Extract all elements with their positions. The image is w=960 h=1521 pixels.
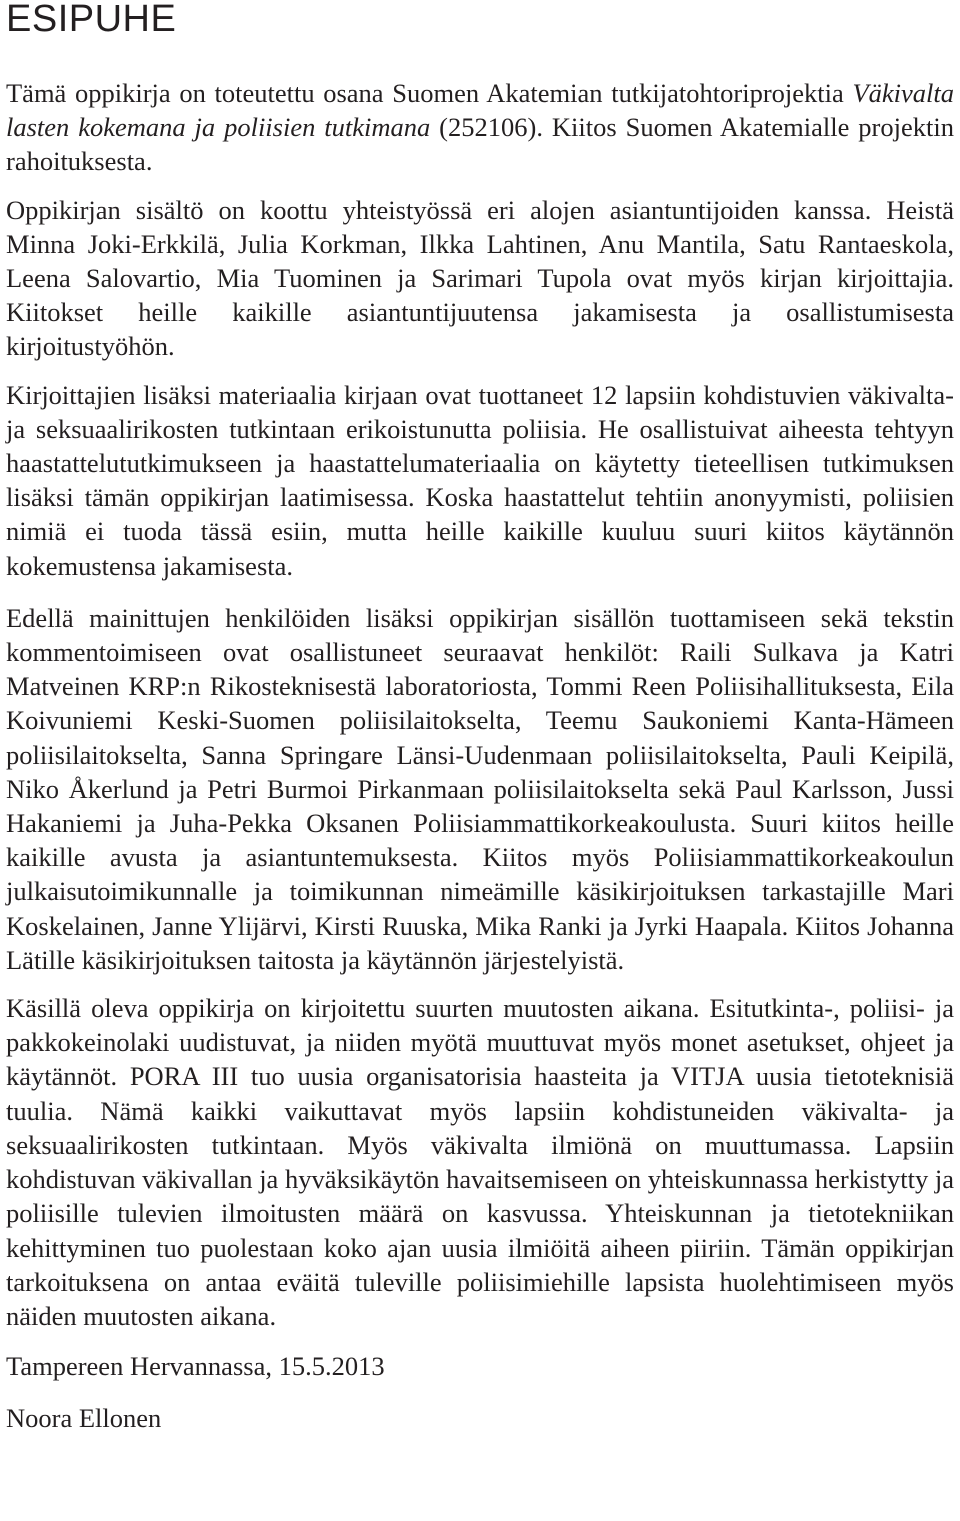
preface-page: [6, 0, 954, 1436]
paragraph-funding-start: Tämä oppikirja on toteutettu osana Suomen Akatemian tutkijatohtoriprojektia: [6, 78, 853, 108]
project-title: Väkivalta lasten kokemana ja poliisien tutkimana: [6, 78, 954, 143]
paragraph-context: Käsillä oleva oppikirja on kirjoitettu suurten muutosten aikana. Esitutkinta-, poliisi- ja pakkokeinolaki uudistuvat, ja niiden myötä muuttuvat myös monet asetukset, ohjeet ja käytännöt. PORA III tuo uusia organisatorisia haasteita ja VITJA uusia tietoteknisiä tuulia. Nämä kaikki vaikuttavat myös lapsiin kohdistuneiden väkivalta- ja seksuaalirikosten tutkintaan. Myös väkivalta ilmiönä on muuttumassa. Lapsiin kohdistuvan väkivallan ja hyväksikäytön havaitsemiseen on yhteiskunnassa herkistytty ja poliisille tulevien ilmoitusten määrä on kasvussa. Yhteiskunnan ja tietotekniikan kehittyminen tuo puolestaan koko ajan uusia ilmiöitä aiheen piiriin. Tämän oppikirjan tarkoituksena on antaa eväitä tuleville poliisimiehille lapsista huolehtimiseen myös näiden muutosten aikana.: [6, 993, 954, 1331]
paragraph-authors: Oppikirjan sisältö on koottu yhteistyössä eri alojen asiantuntijoiden kanssa. Heistä Minna Joki-Erkkilä, Julia Korkman, Ilkka Lahtinen, Anu Mantila, Satu Rantaeskola, Leena Salovartio, Mia Tuominen ja Sarimari Tupola ovat myös kirjan kirjoittajia. Kiitokset heille kaikille asiantuntijuutensa jakamisesta ja osallistumisesta kirjoitustyöhön.: [6, 194, 954, 362]
preface-body: [6, 76, 954, 1333]
page-title: ESIPUHE: [6, 0, 177, 40]
signature: Noora Ellonen: [6, 1403, 162, 1434]
paragraph-funding: [6, 76, 954, 179]
paragraph-acknowledgements: Edellä mainittujen henkilöiden lisäksi oppikirjan sisällön tuottamiseen sekä tekstin kommentoimiseen ovat osallistuneet seuraavat henkilöt: Raili Sulkava ja Katri Matveinen KRP:n Rikosteknisestä laboratoriosta, Tommi Reen Poliisihallituksesta, Eila Koivuniemi Keski-Suomen poliisilaitokselta, Teemu Saukoniemi Kanta-Hämeen poliisilaitokselta, Sanna Springare Länsi-Uudenmaan poliisilaitokselta, Pauli Keipilä, Niko Åkerlund ja Petri Burmoi Pirkanmaan poliisilaitokselta sekä Paul Karlsson, Jussi Hakaniemi ja Juha-Pekka Oksanen Poliisiammattikorkeakoulusta. Suuri kiitos heille kaikille avusta ja asiantuntemuksesta. Kiitos myös Poliisiammattikorkeakoulun julkaisutoimikunnalle ja toimikunnan nimeämille käsikirjoituksen tarkastajille Mari Koskelainen, Janne Ylijärvi, Kirsti Ruuska, Mika Ranki ja Jyrki Haapala. Kiitos Johanna Lätille käsikirjoituksen taitosta ja käytännön järjestelyistä.: [6, 602, 954, 975]
place-and-date: Tampereen Hervannassa, 15.5.2013: [6, 1351, 385, 1382]
paragraph-interviews: Kirjoittajien lisäksi materiaalia kirjaan ovat tuottaneet 12 lapsiin kohdistuvien väkivalta- ja seksuaalirikosten tutkintaan erikoistunutta poliisia. He osallistuivat aiheesta tehtyyn haastattelututkimukseen ja haastattelumateriaalia on käytetty tieteellisen tutkimuksen lisäksi tämän oppikirjan laatimisessa. Koska haastattelut tehtiin anonyymisti, poliisien nimiä ei tuoda tässä esiin, mutta heille kaikille kuuluu suuri kiitos käytännön kokemustensa jakamisesta.: [6, 379, 954, 581]
paragraph-funding-end: (252106). Kiitos Suomen Akatemialle projektin rahoituksesta.: [6, 112, 954, 177]
